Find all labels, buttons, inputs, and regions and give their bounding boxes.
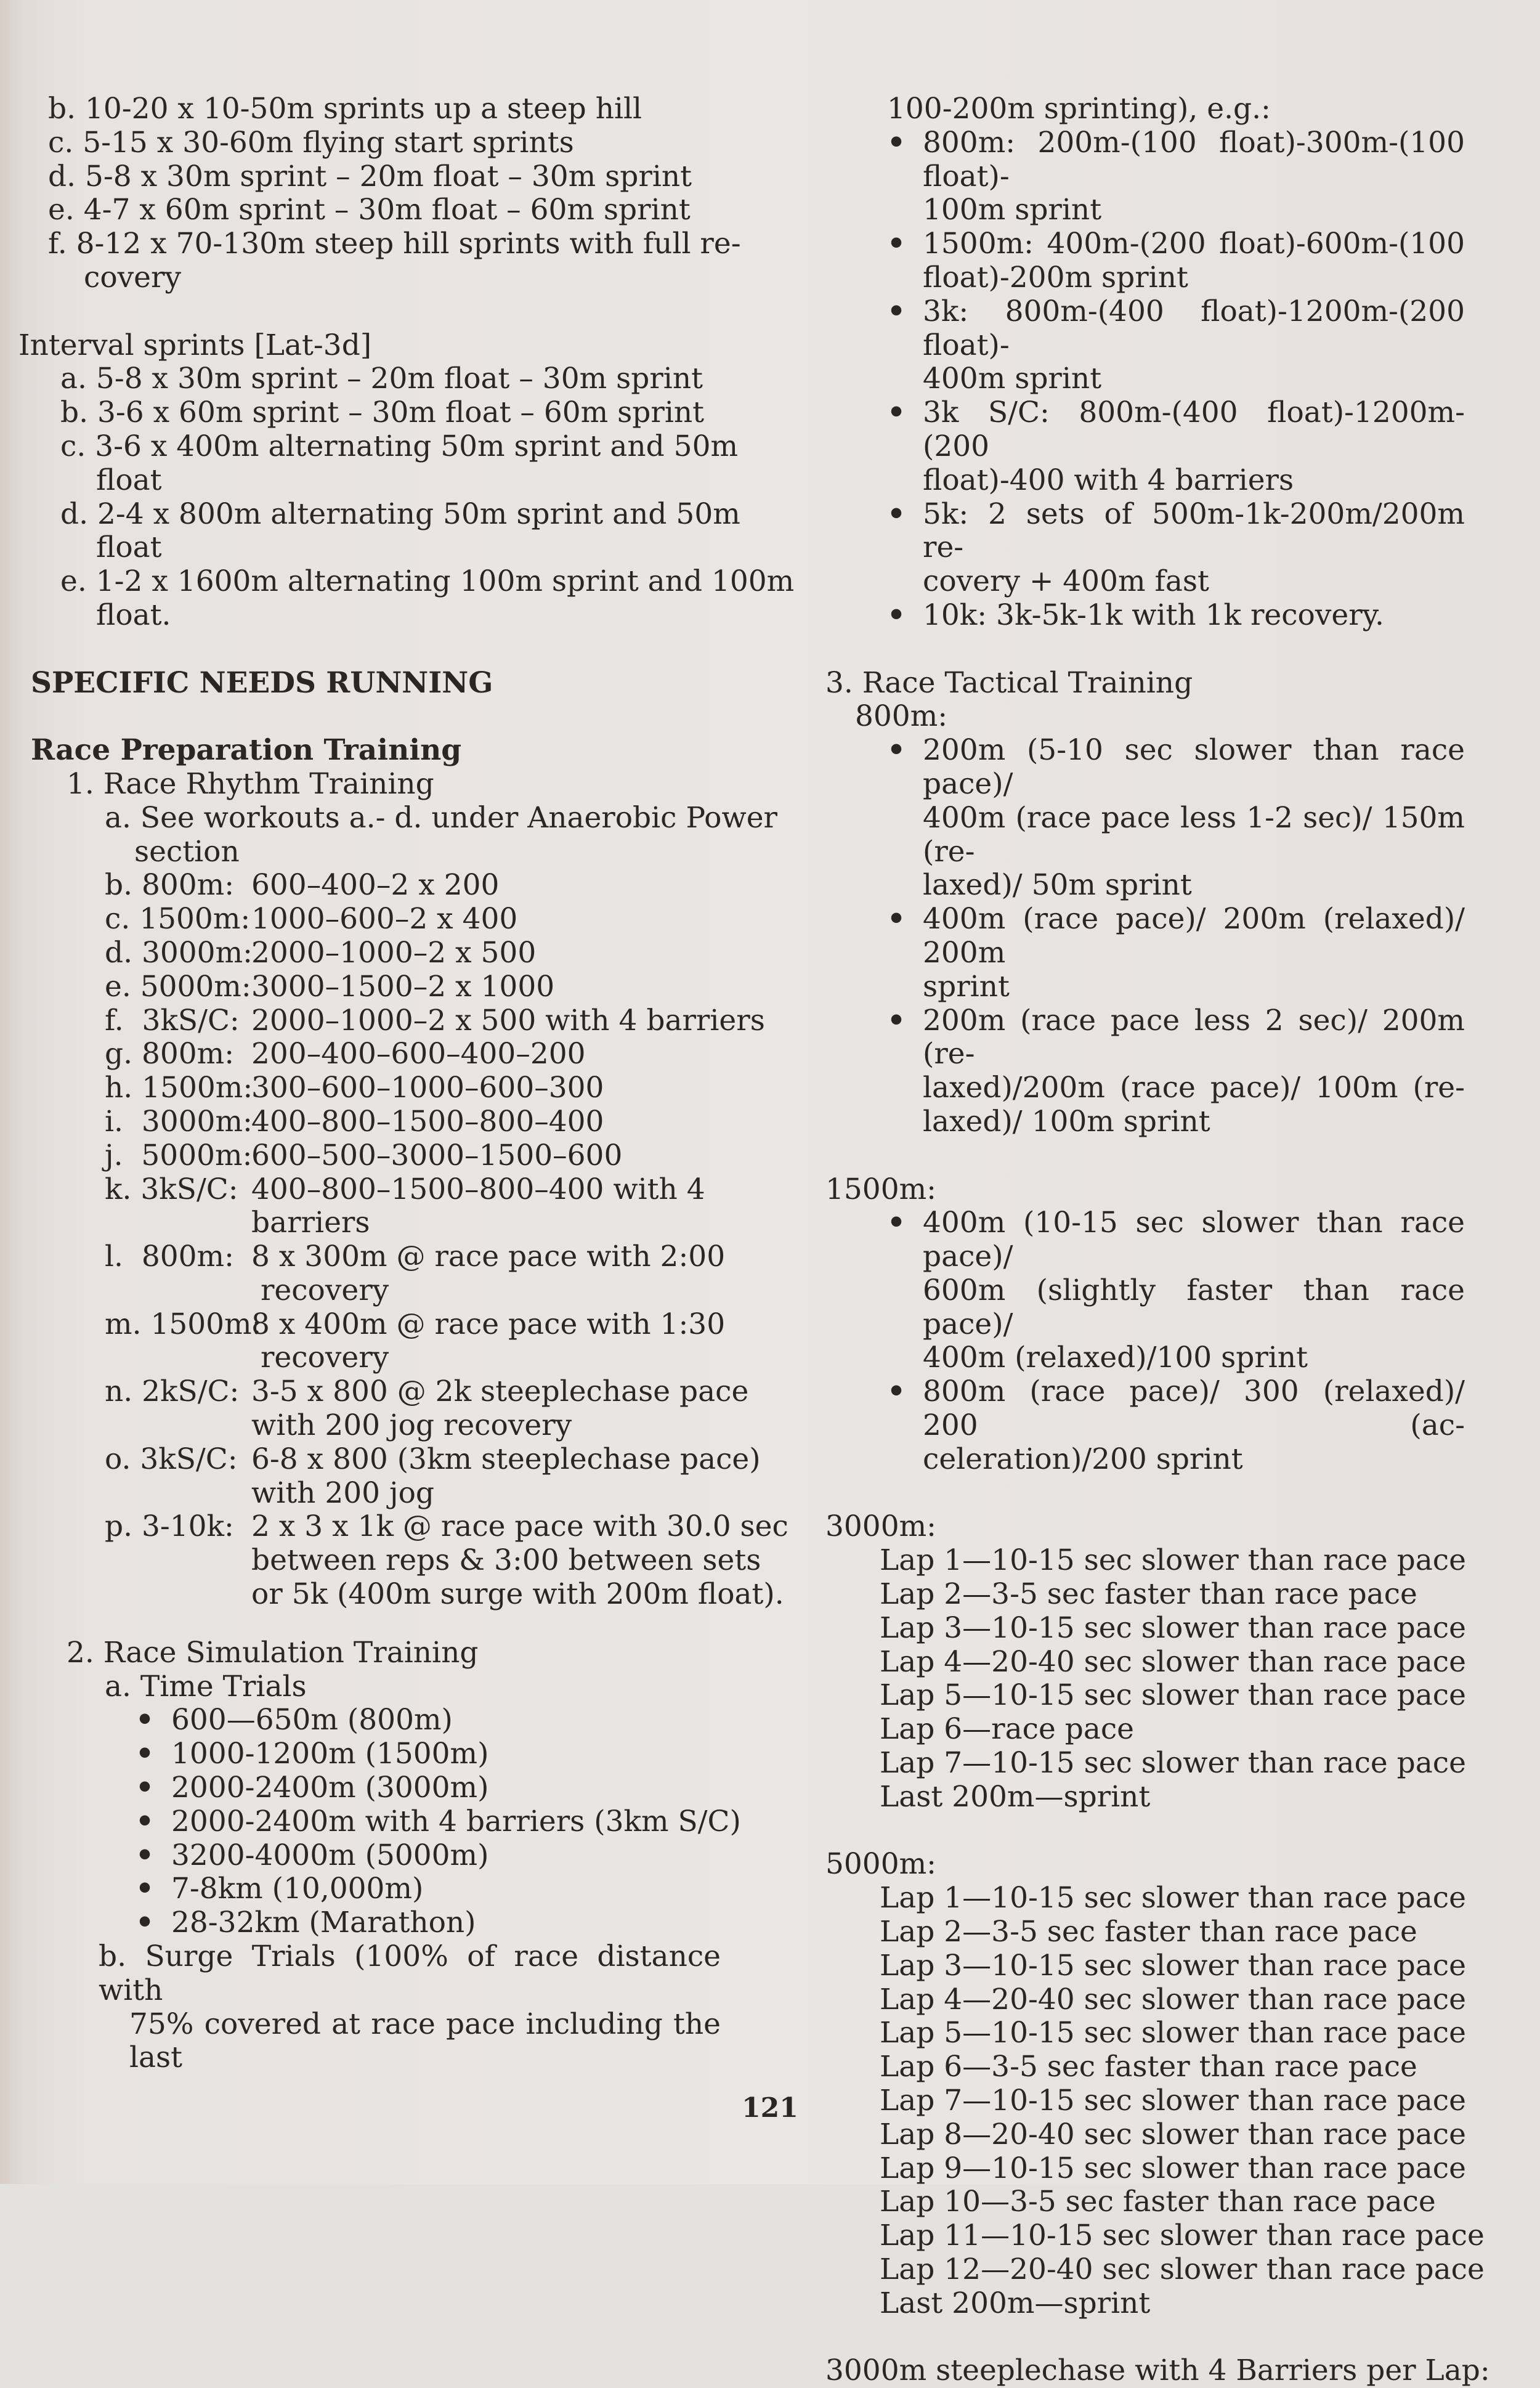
list-item: e. 4-7 x 60m sprint – 30m float – 60m sprint xyxy=(48,193,691,227)
lap-line: Lap 2—3-5 sec faster than race pace xyxy=(880,1915,1417,1949)
bullet-line: celeration)/200 sprint xyxy=(923,1442,1243,1476)
item-label: k. 3kS/C: xyxy=(105,1172,238,1206)
item-value-line: barriers xyxy=(251,1206,370,1240)
bullet-item xyxy=(887,126,1509,227)
tactical-800-label: 800m: xyxy=(855,699,948,734)
list-item-continuation: float. xyxy=(96,598,171,632)
sprint-list xyxy=(18,92,739,295)
tactical-1500-label: 1500m: xyxy=(825,1172,937,1206)
item-label: c. 1500m: xyxy=(105,902,251,936)
bullet-text xyxy=(887,396,1509,497)
steeplechase-heading: 3000m steeplechase with 4 Barriers per Lap: xyxy=(825,2353,1490,2388)
time-trials-heading: a. Time Trials xyxy=(105,1669,307,1704)
bullet-line: 3k: 800m-(400 float)-1200m-(200 float)- xyxy=(923,294,1465,362)
lap-line: Last 200m—sprint xyxy=(880,1779,1151,1814)
item-label: g. 800m: xyxy=(105,1037,235,1071)
tactical-3000-label: 3000m: xyxy=(825,1509,937,1544)
bullet-text xyxy=(136,1737,739,1771)
item-value-line: recovery xyxy=(251,1273,389,1307)
bullet-item xyxy=(887,1375,1509,1476)
lap-line: Lap 5—10-15 sec slower than race pace xyxy=(880,2016,1466,2050)
item-value-line: recovery xyxy=(251,1341,389,1375)
list-item xyxy=(105,970,739,1004)
bullet-line: 200m (race pace less 2 sec)/ 200m (re- xyxy=(923,1003,1465,1071)
bullet-icon: • xyxy=(887,1375,906,1409)
bullet-icon: • xyxy=(136,1771,155,1805)
list-item xyxy=(105,1509,788,1612)
page-number: 121 xyxy=(742,2092,798,2124)
item-value-line: 600–400–2 x 200 xyxy=(251,868,500,903)
bullet-icon: • xyxy=(887,294,906,328)
bullet-icon: • xyxy=(136,1703,155,1737)
item-value-line: 200–400–600–400–200 xyxy=(251,1037,586,1071)
bullet-line: 400m (race pace less 1-2 sec)/ 150m (re- xyxy=(923,800,1465,869)
list-item xyxy=(105,1308,739,1376)
item-value-line: 8 x 300m @ race pace with 2:00 xyxy=(251,1240,726,1274)
lap-line: Lap 1—10-15 sec slower than race pace xyxy=(880,1543,1466,1578)
item-value-line: 2000–1000–2 x 500 xyxy=(251,935,537,970)
tactical-3000-laps xyxy=(825,1544,1509,1814)
item-value-line: 3-5 x 800 @ 2k steeplechase pace xyxy=(251,1375,749,1409)
surge-examples-list xyxy=(825,126,1509,633)
item-label: i. 3000m: xyxy=(105,1104,253,1139)
bullet-item xyxy=(887,599,1509,633)
item-value-line: between reps & 3:00 between sets xyxy=(251,1543,761,1578)
item-value-line: 2000–1000–2 x 500 with 4 barriers xyxy=(251,1003,765,1038)
bullet-line: 1000-1200m (1500m) xyxy=(171,1737,489,1771)
bullet-text xyxy=(887,1206,1509,1375)
bullet-icon: • xyxy=(887,1206,906,1240)
surge-trials-continuation: 75% covered at race pace including the last xyxy=(129,2007,721,2075)
race-simulation-heading: 2. Race Simulation Training xyxy=(67,1635,479,1670)
bullet-item xyxy=(136,1872,739,1906)
interval-sprints-heading: Interval sprints [Lat-3d] xyxy=(18,328,372,362)
bullet-line: 400m (race pace)/ 200m (relaxed)/ 200m xyxy=(923,902,1465,970)
bullet-icon: • xyxy=(136,1804,155,1838)
item-value-line: 6-8 x 800 (3km steeplechase pace) xyxy=(251,1442,761,1476)
bullet-line: 400m (10-15 sec slower than race pace)/ xyxy=(923,1206,1465,1274)
bullet-icon: • xyxy=(136,1737,155,1771)
bullet-item xyxy=(887,1004,1509,1139)
bullet-line: 2000-2400m (3000m) xyxy=(171,1771,489,1805)
lap-line: Lap 6—race pace xyxy=(880,1712,1134,1747)
bullet-line: 800m: 200m-(100 float)-300m-(100 float)- xyxy=(923,125,1465,193)
bullet-line: 400m (relaxed)/100 sprint xyxy=(923,1341,1308,1375)
left-column xyxy=(18,92,795,2075)
bullet-item xyxy=(887,1206,1509,1375)
bullet-line: 2000-2400m with 4 barriers (3km S/C) xyxy=(171,1804,741,1838)
bullet-text xyxy=(887,903,1509,1004)
list-item: c. 3-6 x 400m alternating 50m sprint and 50m xyxy=(60,429,739,463)
item-value-line: 600–500–3000–1500–600 xyxy=(251,1138,623,1172)
lap-line: Lap 9—10-15 sec slower than race pace xyxy=(880,2151,1466,2185)
bullet-text xyxy=(887,734,1509,903)
tactical-800-list xyxy=(825,734,1509,1139)
list-item xyxy=(105,869,739,903)
bullet-icon: • xyxy=(887,1003,906,1038)
item-label: e. 5000m: xyxy=(105,969,251,1004)
tactical-1500-list xyxy=(825,1206,1509,1476)
lap-line: Last 200m—sprint xyxy=(880,2286,1151,2320)
bullet-item xyxy=(136,1839,739,1873)
list-item: b. 3-6 x 60m sprint – 30m float – 60m sprint xyxy=(60,396,705,430)
bullet-line: 200m (5-10 sec slower than race pace)/ xyxy=(923,733,1465,801)
lap-line: Lap 12—20-40 sec slower than race pace xyxy=(880,2252,1485,2286)
bullet-text xyxy=(136,1872,739,1906)
item-value-line: 400–800–1500–800–400 with 4 xyxy=(251,1172,705,1206)
list-item: a. 5-8 x 30m sprint – 20m float – 30m sprint xyxy=(60,362,703,396)
bullet-text xyxy=(136,1704,739,1737)
race-preparation-heading: Race Preparation Training xyxy=(31,733,462,768)
bullet-item xyxy=(136,1771,739,1805)
list-item xyxy=(105,1442,761,1511)
item-label: f. 3kS/C: xyxy=(105,1003,240,1038)
lap-line: Lap 8—20-40 sec slower than race pace xyxy=(880,2117,1466,2151)
bullet-line: 10k: 3k-5k-1k with 1k recovery. xyxy=(923,598,1384,632)
bullet-line: laxed)/ 100m sprint xyxy=(923,1104,1210,1139)
lap-line: Lap 10—3-5 sec faster than race pace xyxy=(880,2185,1436,2219)
specific-needs-heading: SPECIFIC NEEDS RUNNING xyxy=(31,665,493,700)
list-item xyxy=(105,1071,739,1105)
list-item-continuation: covery xyxy=(84,260,182,294)
bullet-line: 800m (race pace)/ 300 (relaxed)/ 200 (ac- xyxy=(923,1375,1465,1443)
bullet-item xyxy=(887,227,1509,295)
bullet-icon: • xyxy=(887,227,906,261)
bullet-icon: • xyxy=(887,396,906,430)
bullet-line: 600m (slightly faster than race pace)/ xyxy=(923,1273,1465,1341)
list-item xyxy=(105,1240,739,1308)
bullet-line: 1500m: 400m-(200 float)-600m-(100 xyxy=(923,227,1465,261)
lap-line: Lap 1—10-15 sec slower than race pace xyxy=(880,1881,1466,1915)
bullet-line: 3200-4000m (5000m) xyxy=(171,1838,489,1872)
surge-continuation: 100-200m sprinting), e.g.: xyxy=(887,92,1271,126)
bullet-line: 600—650m (800m) xyxy=(171,1703,453,1737)
bullet-item xyxy=(136,1737,739,1771)
item-value-line: 3000–1500–2 x 1000 xyxy=(251,969,555,1004)
bullet-line: 3k S/C: 800m-(400 float)-1200m-(200 xyxy=(923,396,1465,463)
bullet-line: covery + 400m fast xyxy=(923,564,1209,599)
item-label: h. 1500m: xyxy=(105,1071,253,1105)
item-value-line: 2 x 3 x 1k @ race pace with 30.0 sec xyxy=(251,1509,788,1544)
rhythm-list xyxy=(18,800,788,1612)
bullet-text xyxy=(887,1004,1509,1139)
bullet-item xyxy=(136,1805,739,1839)
lap-line: Lap 11—10-15 sec slower than race pace xyxy=(880,2219,1485,2253)
bullet-line: float)-200m sprint xyxy=(923,260,1188,294)
list-item: d. 5-8 x 30m sprint – 20m float – 30m sprint xyxy=(48,159,692,193)
bullet-text xyxy=(887,227,1509,295)
bullet-line: 28-32km (Marathon) xyxy=(171,1906,476,1940)
bullet-item xyxy=(887,498,1509,599)
bullet-icon: • xyxy=(887,902,906,936)
list-item: b. 10-20 x 10-50m sprints up a steep hill xyxy=(48,92,642,126)
lap-line: Lap 4—20-40 sec slower than race pace xyxy=(880,1982,1466,2016)
interval-list xyxy=(18,362,795,632)
list-item xyxy=(105,936,739,970)
bullet-line: 400m sprint xyxy=(923,362,1102,396)
right-column xyxy=(825,92,1509,2388)
lap-line: Lap 5—10-15 sec slower than race pace xyxy=(880,1678,1466,1713)
list-item-continuation: section xyxy=(134,834,240,869)
bullet-item xyxy=(136,1906,739,1940)
lap-line: Lap 7—10-15 sec slower than race pace xyxy=(880,2084,1466,2118)
item-label: p. 3-10k: xyxy=(105,1509,234,1544)
list-item xyxy=(105,1038,739,1071)
bullet-text xyxy=(136,1906,739,1940)
list-item: d. 2-4 x 800m alternating 50m sprint and 50m xyxy=(60,497,740,531)
race-rhythm-heading: 1. Race Rhythm Training xyxy=(67,766,434,801)
bullet-text xyxy=(887,498,1509,599)
bullet-text xyxy=(136,1771,739,1805)
list-item xyxy=(105,1003,765,1038)
bullet-item xyxy=(887,396,1509,497)
tactical-5000-label: 5000m: xyxy=(825,1847,937,1882)
surge-trials-item: b. Surge Trials (100% of race distance with xyxy=(99,1939,721,2007)
item-value-line: or 5k (400m surge with 200m float). xyxy=(251,1577,784,1612)
item-value-line: with 200 jog recovery xyxy=(251,1408,572,1443)
bullet-text xyxy=(887,295,1509,396)
item-value-line: with 200 jog xyxy=(251,1476,434,1510)
bullet-line: float)-400 with 4 barriers xyxy=(923,463,1294,497)
bullet-line: laxed)/200m (race pace)/ 100m (re- xyxy=(923,1071,1465,1105)
item-label: n. 2kS/C: xyxy=(105,1375,240,1409)
list-item: e. 1-2 x 1600m alternating 100m sprint and 100m xyxy=(60,564,795,599)
item-label: j. 5000m: xyxy=(105,1138,253,1172)
race-tactical-heading: 3. Race Tactical Training xyxy=(825,665,1193,700)
list-item: f. 8-12 x 70-130m steep hill sprints with full re- xyxy=(48,227,741,261)
bullet-line: 5k: 2 sets of 500m-1k-200m/200m re- xyxy=(923,497,1465,565)
lap-line: Lap 7—10-15 sec slower than race pace xyxy=(880,1746,1466,1781)
item-value-line: 300–600–1000–600–300 xyxy=(251,1071,604,1105)
bullet-text xyxy=(136,1805,739,1839)
item-label: o. 3kS/C: xyxy=(105,1442,238,1476)
bullet-icon: • xyxy=(136,1872,155,1906)
bullet-text xyxy=(887,599,1509,633)
list-item xyxy=(105,1173,739,1241)
bullet-line: sprint xyxy=(923,969,1010,1004)
item-label: l. 800m: xyxy=(105,1240,234,1274)
item-value-line: 1000–600–2 x 400 xyxy=(251,902,518,936)
bullet-item xyxy=(887,903,1509,1004)
bullet-line: laxed)/ 50m sprint xyxy=(923,868,1192,903)
list-item xyxy=(105,1139,739,1173)
time-trials-list xyxy=(18,1704,739,1940)
list-item xyxy=(105,903,739,936)
item-label: m. 1500m: xyxy=(105,1307,262,1341)
bullet-icon: • xyxy=(136,1838,155,1872)
bullet-line: 7-8km (10,000m) xyxy=(171,1872,424,1906)
list-item xyxy=(105,1375,749,1443)
lap-line: Lap 3—10-15 sec slower than race pace xyxy=(880,1948,1466,1983)
bullet-icon: • xyxy=(136,1906,155,1940)
bullet-item xyxy=(136,1704,739,1737)
bullet-text xyxy=(136,1839,739,1873)
list-item: c. 5-15 x 30-60m flying start sprints xyxy=(48,125,574,160)
lap-line: Lap 3—10-15 sec slower than race pace xyxy=(880,1610,1466,1645)
bullet-icon: • xyxy=(887,733,906,768)
item-value-line: 8 x 400m @ race pace with 1:30 xyxy=(251,1307,726,1341)
list-item: a. See workouts a.- d. under Anaerobic Power xyxy=(105,800,777,835)
list-item-continuation: float xyxy=(96,530,162,565)
item-label: d. 3000m: xyxy=(105,935,253,970)
list-item-continuation: float xyxy=(96,463,162,497)
bullet-line: 100m sprint xyxy=(923,193,1102,227)
bullet-item xyxy=(887,734,1509,903)
bullet-icon: • xyxy=(887,497,906,531)
list-item xyxy=(105,1105,739,1139)
item-value-line: 400–800–1500–800–400 xyxy=(251,1104,604,1139)
bullet-text xyxy=(887,126,1509,227)
lap-line: Lap 4—20-40 sec slower than race pace xyxy=(880,1644,1466,1679)
lap-line: Lap 2—3-5 sec faster than race pace xyxy=(880,1577,1417,1612)
lap-line: Lap 6—3-5 sec faster than race pace xyxy=(880,2050,1417,2084)
bullet-text xyxy=(887,1375,1509,1476)
bullet-item xyxy=(887,295,1509,396)
bullet-icon: • xyxy=(887,125,906,160)
item-label: b. 800m: xyxy=(105,868,235,903)
bullet-icon: • xyxy=(887,598,906,632)
